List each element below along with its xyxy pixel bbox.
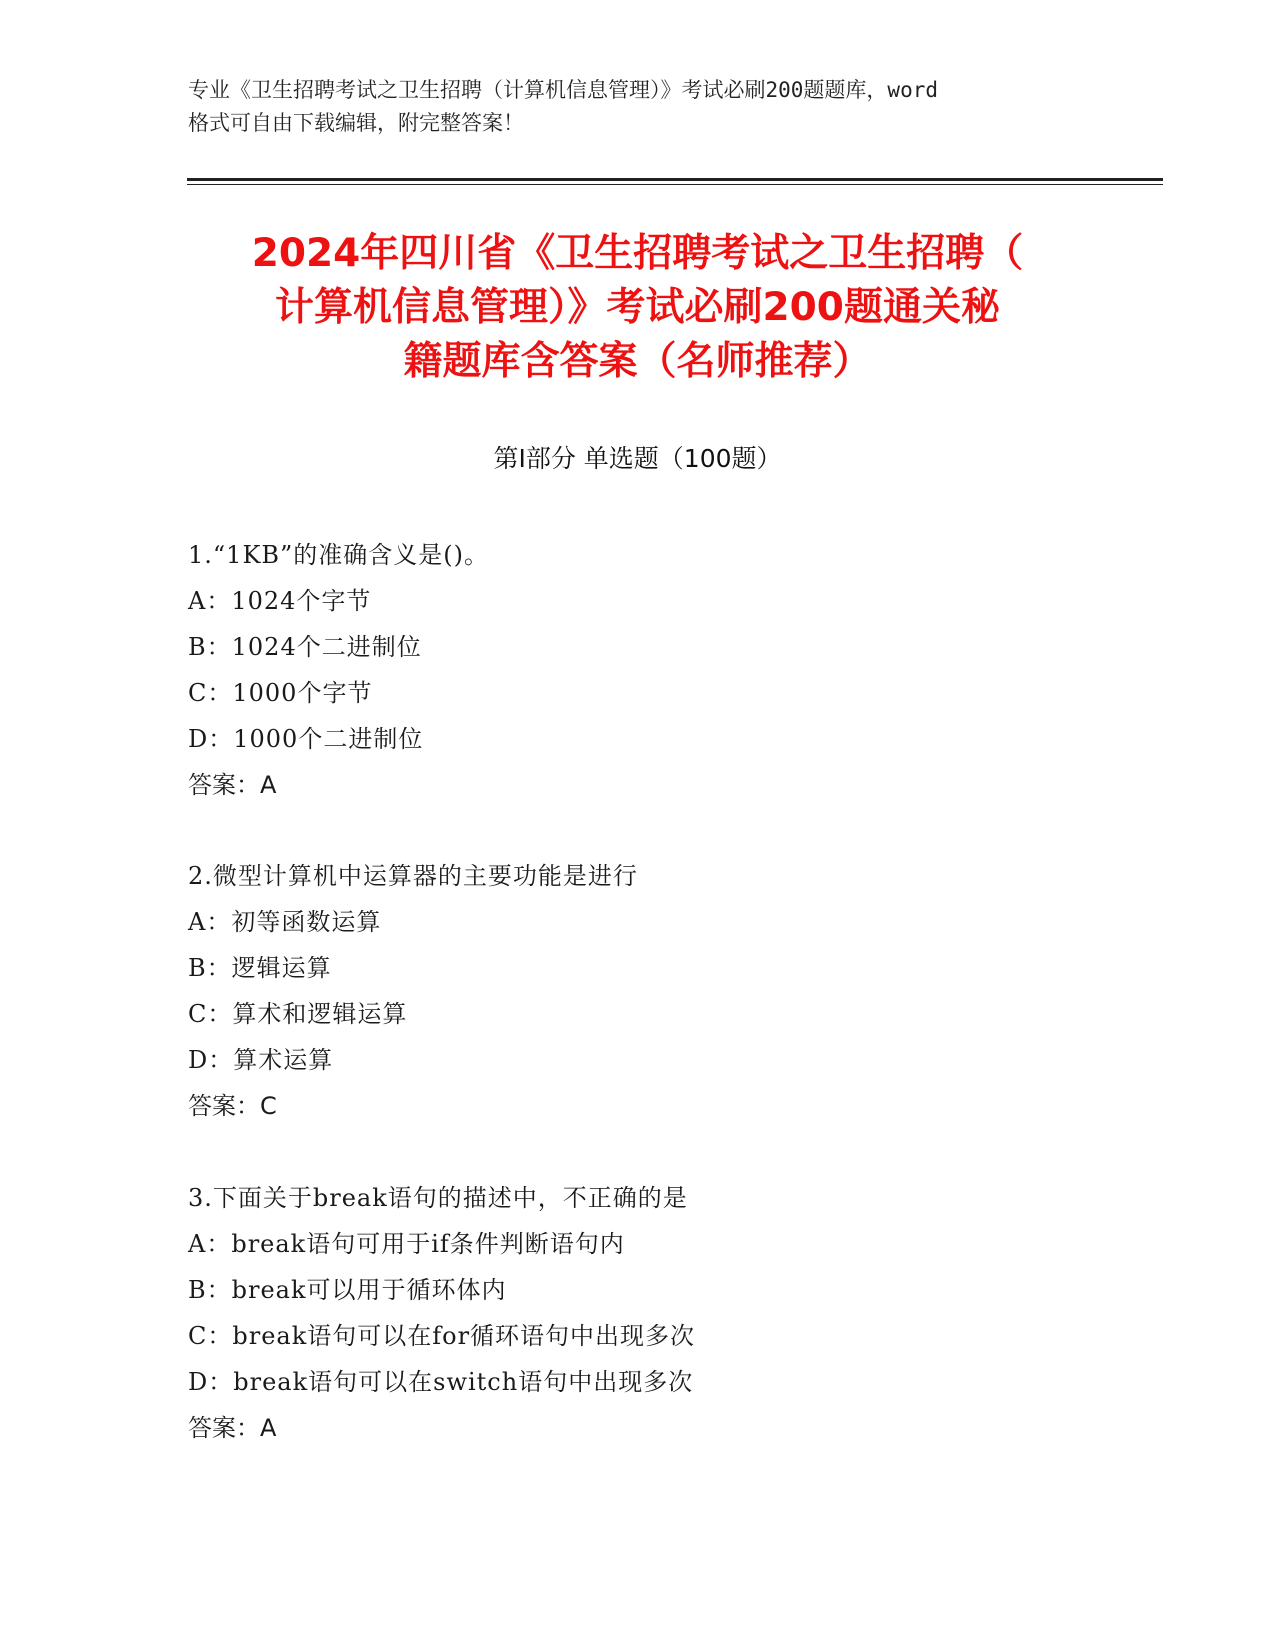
option-a: A：1024个字节	[188, 587, 372, 615]
question-1	[188, 532, 1088, 808]
question-stem: 2.微型计算机中运算器的主要功能是进行	[188, 862, 638, 890]
question-stem: 3.下面关于break语句的描述中，不正确的是	[188, 1184, 688, 1212]
option-d: D：1000个二进制位	[188, 725, 424, 753]
question-3	[188, 1175, 1088, 1451]
option-b: B：break可以用于循环体内	[188, 1276, 507, 1304]
option-a: A：break语句可用于if条件判断语句内	[188, 1230, 625, 1258]
document-title-line-3: 籍题库含答案（名师推荐）	[403, 339, 872, 384]
document-title-line-1: 2024年四川省《卫生招聘考试之卫生招聘（	[251, 231, 1024, 276]
header-divider-thin	[187, 184, 1163, 185]
option-d: D：算术运算	[188, 1046, 334, 1074]
answer: 答案：A	[188, 771, 277, 799]
option-d: D：break语句可以在switch语句中出现多次	[188, 1368, 694, 1396]
option-b: B：逻辑运算	[188, 954, 332, 982]
document-title-line-2: 计算机信息管理）》考试必刷200题通关秘	[275, 285, 1000, 330]
option-c: C：算术和逻辑运算	[188, 1000, 408, 1028]
header-note	[188, 74, 1088, 140]
answer: 答案：C	[188, 1092, 277, 1120]
option-a: A：初等函数运算	[188, 908, 382, 936]
option-b: B：1024个二进制位	[188, 633, 422, 661]
document-title	[150, 227, 1125, 389]
header-divider-thick	[187, 178, 1163, 181]
question-stem: 1.“1KB”的准确含义是()。	[188, 541, 489, 569]
question-2	[188, 853, 1088, 1129]
section-title: 第Ⅰ部分 单选题（100题）	[493, 444, 782, 473]
option-c: C：1000个字节	[188, 679, 373, 707]
answer: 答案：A	[188, 1414, 277, 1442]
header-note-line-2: 格式可自由下载编辑，附完整答案！	[188, 111, 524, 135]
header-note-line-1: 专业《卫生招聘考试之卫生招聘（计算机信息管理）》考试必刷200题题库，word	[188, 78, 938, 102]
option-c: C：break语句可以在for循环语句中出现多次	[188, 1322, 696, 1350]
